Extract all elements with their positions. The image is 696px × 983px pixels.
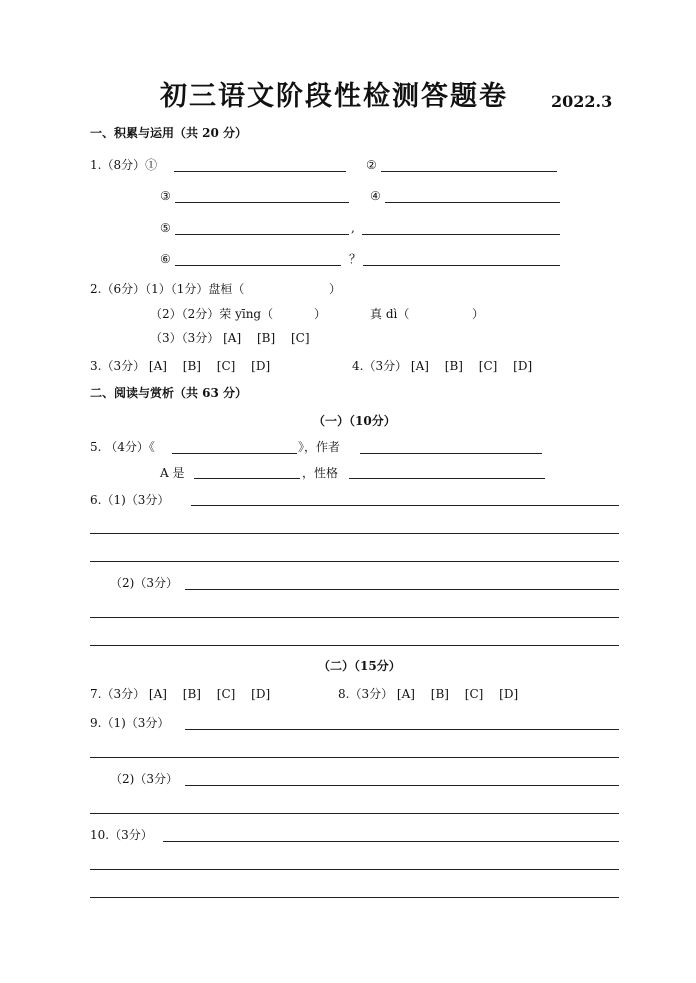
q1-label: 1.（8分）① bbox=[90, 158, 158, 172]
q2-sub3-label: （3）（3分） bbox=[150, 331, 220, 345]
q5-label: 5. （4分）《 bbox=[90, 440, 155, 454]
part-heading-1: （一）（10分） bbox=[313, 414, 396, 428]
q4-option-b[interactable]: [B] bbox=[444, 359, 463, 373]
q6-1-line-3[interactable] bbox=[90, 561, 619, 562]
q2-paren-close-3: ） bbox=[472, 307, 485, 321]
q1-blank-2[interactable] bbox=[381, 171, 557, 172]
q7-option-c[interactable]: [C] bbox=[216, 687, 236, 701]
q2-label: 2.（6分）（1）（1分）盘桓（ bbox=[90, 282, 245, 296]
q4-option-a[interactable]: [A] bbox=[410, 359, 429, 373]
q5-blank-author[interactable] bbox=[360, 453, 542, 454]
q5-trait-label: ，性格 bbox=[302, 466, 339, 480]
q1-blank-5a[interactable] bbox=[175, 234, 349, 235]
q5-blank-a[interactable] bbox=[194, 478, 300, 479]
q9-1-line-2[interactable] bbox=[90, 757, 619, 758]
q2-sub3 bbox=[150, 330, 322, 346]
q4-option-c[interactable]: [C] bbox=[478, 359, 498, 373]
q7-option-a[interactable]: [A] bbox=[148, 687, 167, 701]
q8-label: 8.（3分） bbox=[338, 687, 394, 701]
q8-option-c[interactable]: [C] bbox=[464, 687, 484, 701]
q10-line-3[interactable] bbox=[90, 897, 619, 898]
q3-option-a[interactable]: [A] bbox=[148, 359, 167, 373]
q3-option-b[interactable]: [B] bbox=[182, 359, 201, 373]
q1-blank-6b[interactable] bbox=[363, 265, 560, 266]
q1-circle-4: ④ bbox=[370, 189, 381, 203]
q1-blank-4[interactable] bbox=[385, 202, 560, 203]
q3-label: 3.（3分） bbox=[90, 359, 146, 373]
q9-sub2-label: （2)（3分） bbox=[110, 772, 178, 786]
q3-option-d[interactable]: [D] bbox=[251, 359, 271, 373]
q5-a-label: A 是 bbox=[160, 466, 185, 480]
q6-sub2-label: （2)（3分） bbox=[110, 576, 178, 590]
q1-blank-3[interactable] bbox=[175, 202, 349, 203]
q5-author-label: 》，作者 bbox=[298, 440, 341, 454]
q4-label: 4.（3分） bbox=[352, 359, 408, 373]
part-heading-2: （二）（15分） bbox=[318, 659, 401, 673]
q1-blank-5b[interactable] bbox=[362, 234, 560, 235]
q1-comma: , bbox=[351, 221, 355, 235]
q7-option-d[interactable]: [D] bbox=[251, 687, 271, 701]
q8-option-d[interactable]: [D] bbox=[499, 687, 519, 701]
q2-sub2b: 真 dì（ bbox=[370, 307, 410, 321]
q2-option-a[interactable]: [A] bbox=[223, 331, 242, 345]
q9-1-line-1[interactable] bbox=[185, 729, 619, 730]
q1-blank-6a[interactable] bbox=[175, 265, 341, 266]
page-title: 初三语文阶段性检测答题卷 bbox=[160, 81, 508, 112]
q3-option-c[interactable]: [C] bbox=[216, 359, 236, 373]
q1-question-mark: ？ bbox=[349, 252, 362, 266]
q2-paren-close-2: ） bbox=[314, 307, 327, 321]
q7-row bbox=[90, 686, 282, 702]
q7-option-b[interactable]: [B] bbox=[182, 687, 201, 701]
q6-2-line-1[interactable] bbox=[185, 589, 619, 590]
q2-paren-close-1: ） bbox=[329, 282, 342, 296]
q8-option-b[interactable]: [B] bbox=[430, 687, 449, 701]
q1-circle-6: ⑥ bbox=[160, 252, 171, 266]
exam-date: 2022.3 bbox=[551, 92, 613, 111]
q2-sub2: （2）（2分）荣 yīng（ bbox=[150, 307, 274, 321]
q5-blank-title[interactable] bbox=[172, 453, 297, 454]
q1-blank-1[interactable] bbox=[174, 171, 346, 172]
q6-2-line-3[interactable] bbox=[90, 645, 619, 646]
q4-row bbox=[352, 358, 544, 374]
q10-label: 10.（3分） bbox=[90, 828, 153, 842]
q6-2-line-2[interactable] bbox=[90, 617, 619, 618]
q3-row bbox=[90, 358, 282, 374]
q10-line-2[interactable] bbox=[90, 869, 619, 870]
q9-label: 9.（1)（3分） bbox=[90, 716, 170, 730]
q9-2-line-2[interactable] bbox=[90, 813, 619, 814]
section-heading-2: 二、阅读与赏析（共 63 分） bbox=[90, 386, 248, 400]
q2-option-c[interactable]: [C] bbox=[290, 331, 310, 345]
q9-2-line-1[interactable] bbox=[185, 785, 619, 786]
q8-option-a[interactable]: [A] bbox=[396, 687, 415, 701]
q1-circle-3: ③ bbox=[160, 189, 171, 203]
q7-label: 7.（3分） bbox=[90, 687, 146, 701]
q1-circle-2: ② bbox=[366, 158, 377, 172]
q6-1-line-2[interactable] bbox=[90, 533, 619, 534]
q8-row bbox=[338, 686, 530, 702]
q1-circle-5: ⑤ bbox=[160, 221, 171, 235]
q6-label: 6.（1)（3分） bbox=[90, 493, 170, 507]
q2-option-b[interactable]: [B] bbox=[256, 331, 276, 345]
q4-option-d[interactable]: [D] bbox=[513, 359, 533, 373]
section-heading-1: 一、积累与运用（共 20 分） bbox=[90, 126, 248, 140]
q5-blank-trait[interactable] bbox=[349, 478, 545, 479]
q6-1-line-1[interactable] bbox=[191, 505, 619, 506]
q10-line-1[interactable] bbox=[163, 841, 619, 842]
